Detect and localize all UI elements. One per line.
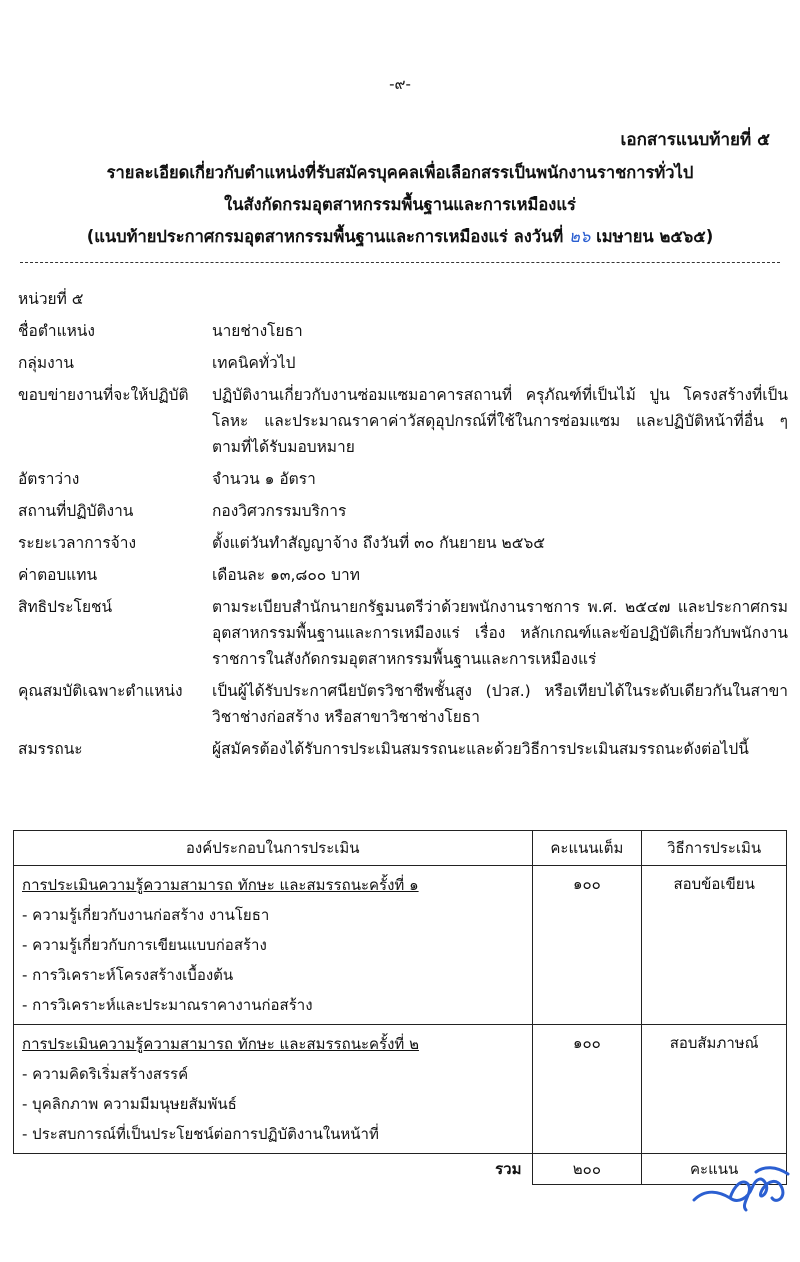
title-line-2: ในสังกัดกรมอุตสาหกรรมพื้นฐานและการเหมืองแร่ xyxy=(224,195,576,214)
list-item: - การวิเคราะห์และประมาณราคางานก่อสร้าง xyxy=(22,996,313,1014)
scope-row xyxy=(18,382,788,460)
header-full-score: คะแนนเต็ม xyxy=(532,831,642,866)
table-header-row xyxy=(14,831,787,866)
section-2-components xyxy=(14,1025,533,1154)
list-item: - บุคลิกภาพ ความมีมนุษยสัมพันธ์ xyxy=(22,1095,237,1113)
annex-label: เอกสารแนบท้ายที่ ๕ xyxy=(620,130,770,150)
competency-label: สมรรถนะ xyxy=(18,740,83,758)
qualification-row xyxy=(18,678,788,730)
title-line-1: รายละเอียดเกี่ยวกับตำแหน่งที่รับสมัครบุคคลเพื่อเลือกสรรเป็นพนักงานราชการทั่วไป xyxy=(106,163,694,182)
position-label: ชื่อตำแหน่ง xyxy=(18,322,95,340)
total-row xyxy=(14,1154,787,1185)
section-1-components xyxy=(14,866,533,1025)
section-1-method: สอบข้อเขียน xyxy=(642,866,787,1025)
salary-label: ค่าตอบแทน xyxy=(18,566,98,584)
unit-label: หน่วยที่ ๕ xyxy=(18,290,84,308)
group-value: เทคนิคทั่วไป xyxy=(212,354,296,372)
scope-label: ขอบข่ายงานที่จะให้ปฏิบัติ xyxy=(18,386,189,404)
section-1-title: การประเมินความรู้ความสามารถ ทักษะ และสมรรถนะครั้งที่ ๑ xyxy=(22,876,419,894)
unit-row xyxy=(18,286,788,312)
position-row xyxy=(18,318,788,344)
total-label: รวม xyxy=(14,1154,533,1185)
workplace-label: สถานที่ปฏิบัติงาน xyxy=(18,502,134,520)
vacancy-row xyxy=(18,466,788,492)
section-2-title: การประเมินความรู้ความสามารถ ทักษะ และสมรรถนะครั้งที่ ๒ xyxy=(22,1035,419,1053)
table-row xyxy=(14,866,787,1025)
salary-value: เดือนละ ๑๓,๘๐๐ บาท xyxy=(212,566,360,584)
qualification-label: คุณสมบัติเฉพาะตำแหน่ง xyxy=(18,682,183,700)
total-score: ๒๐๐ xyxy=(532,1154,642,1185)
position-value: นายช่างโยธา xyxy=(212,322,303,340)
title-line-3-prefix: (แนบท้ายประกาศกรมอุตสาหกรรมพื้นฐานและการเหมืองแร่ ลงวันที่ xyxy=(86,227,564,246)
benefits-label: สิทธิประโยชน์ xyxy=(18,598,113,616)
title-line-3 xyxy=(0,224,800,250)
list-item: - ความรู้เกี่ยวกับงานก่อสร้าง งานโยธา xyxy=(22,906,270,924)
title-line-3-suffix: เมษายน ๒๕๖๕) xyxy=(596,227,714,246)
list-item: - การวิเคราะห์โครงสร้างเบื้องต้น xyxy=(22,966,234,984)
group-row xyxy=(18,350,788,376)
workplace-row xyxy=(18,498,788,524)
competency-row xyxy=(18,736,788,762)
handwritten-day: ๒๖ xyxy=(568,227,591,246)
signature-icon xyxy=(686,1158,796,1218)
list-item: - ประสบการณ์ที่เป็นประโยชน์ต่อการปฏิบัติงานในหน้าที่ xyxy=(22,1125,379,1143)
header-component: องค์ประกอบในการประเมิน xyxy=(14,831,533,866)
page-number: -๙- xyxy=(389,75,411,93)
dashed-divider xyxy=(20,262,780,263)
total-unit: คะแนน xyxy=(642,1154,787,1185)
table-row xyxy=(14,1025,787,1154)
vacancy-value: จำนวน ๑ อัตรา xyxy=(212,470,316,488)
group-label: กลุ่มงาน xyxy=(18,354,74,372)
vacancy-label: อัตราว่าง xyxy=(18,470,80,488)
workplace-value: กองวิศวกรรมบริการ xyxy=(212,502,347,520)
benefits-row xyxy=(18,594,788,672)
list-item: - ความรู้เกี่ยวกับการเขียนแบบก่อสร้าง xyxy=(22,936,267,954)
position-info xyxy=(18,286,788,762)
section-2-score: ๑๐๐ xyxy=(532,1025,642,1154)
scope-value: ปฏิบัติงานเกี่ยวกับงานซ่อมแซมอาคารสถานที่ ครุภัณฑ์ที่เป็นไม้ ปูน โครงสร้างที่เป็นโลหะ และประมาณราคาค่าวัสดุอุปกรณ์ที่ใช้ในการซ่อมแซม และปฏิบัติหน้าที่อื่น ๆ ตามที่ได้รับมอบหมาย xyxy=(212,386,788,456)
benefits-value: ตามระเบียบสำนักนายกรัฐมนตรีว่าด้วยพนักงานราชการ พ.ศ. ๒๕๔๗ และประกาศกรมอุตสาหกรรมพื้นฐานและการเหมืองแร่ เรื่อง หลักเกณฑ์และข้อปฏิบัติเกี่ยวกับพนักงานราชการในสังกัดกรมอุตสาหกรรมพื้นฐานและการเหมืองแร่ xyxy=(212,598,788,668)
section-1-score: ๑๐๐ xyxy=(532,866,642,1025)
qualification-value: เป็นผู้ได้รับประกาศนียบัตรวิชาชีพชั้นสูง (ปวส.) หรือเทียบได้ในระดับเดียวกันในสาขาวิชาช่างก่อสร้าง หรือสาขาวิชาช่างโยธา xyxy=(212,682,788,726)
header-method: วิธีการประเมิน xyxy=(642,831,787,866)
period-value: ตั้งแต่วันทำสัญญาจ้าง ถึงวันที่ ๓๐ กันยายน ๒๕๖๕ xyxy=(212,534,546,552)
section-2-method: สอบสัมภาษณ์ xyxy=(642,1025,787,1154)
salary-row xyxy=(18,562,788,588)
competency-value: ผู้สมัครต้องได้รับการประเมินสมรรถนะและด้วยวิธีการประเมินสมรรถนะดังต่อไปนี้ xyxy=(212,740,749,758)
period-label: ระยะเวลาการจ้าง xyxy=(18,534,137,552)
list-item: - ความคิดริเริ่มสร้างสรรค์ xyxy=(22,1065,189,1083)
period-row xyxy=(18,530,788,556)
assessment-table xyxy=(13,830,787,1185)
